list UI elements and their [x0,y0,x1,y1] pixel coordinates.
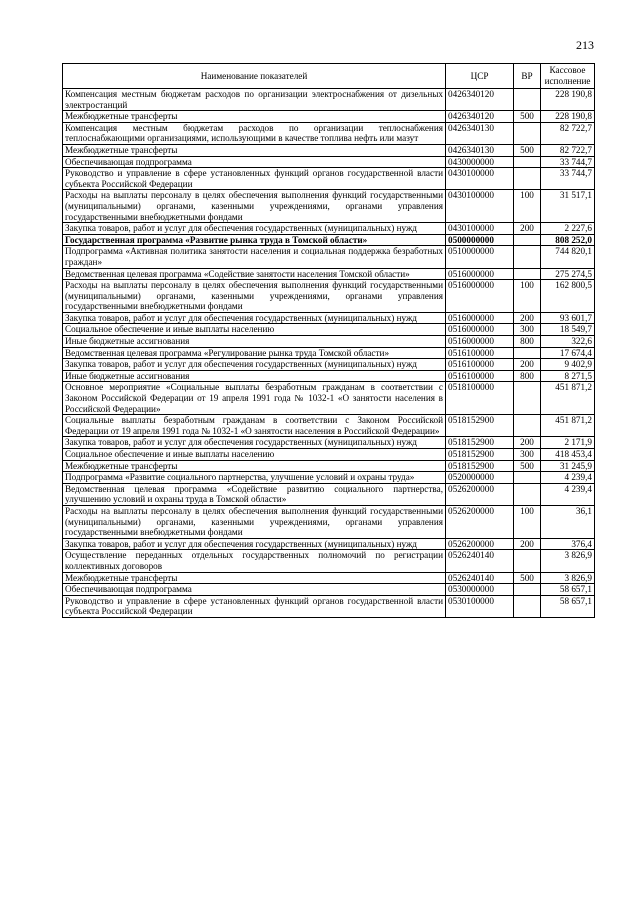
row-vr-cell: 200 [514,437,541,449]
row-amount-cell: 82 722,7 [541,144,595,156]
row-csr-cell: 0530000000 [446,584,514,596]
row-csr-cell: 0518152900 [446,415,514,437]
row-amount-cell: 808 252,0 [541,234,595,246]
row-vr-cell [514,89,541,111]
row-name-cell: Закупка товаров, работ и услуг для обеспечения государственных (муниципальных) нужд [63,312,446,324]
row-vr-cell [514,483,541,505]
row-name-cell: Межбюджетные трансферты [63,460,446,472]
table-row [63,347,595,359]
row-name-cell: Обеспечивающая подпрограмма [63,584,446,596]
row-vr-cell: 200 [514,312,541,324]
row-name-cell: Ведомственная целевая программа «Регулирование рынка труда Томской области» [63,347,446,359]
row-name-cell: Закупка товаров, работ и услуг для обеспечения государственных (муниципальных) нужд [63,538,446,550]
row-csr-cell: 0526200000 [446,505,514,538]
row-vr-cell: 100 [514,505,541,538]
row-csr-cell: 0526240140 [446,572,514,584]
row-vr-cell: 200 [514,538,541,550]
row-amount-cell: 8 271,5 [541,370,595,382]
row-csr-cell: 0500000000 [446,234,514,246]
row-vr-cell: 200 [514,223,541,235]
row-amount-cell: 58 657,1 [541,595,595,617]
table-row [63,122,595,144]
row-vr-cell: 200 [514,359,541,371]
row-name-cell: Руководство и управление в сфере установленных функций органов государственной власти субъекта Российской Федерации [63,168,446,190]
row-vr-cell: 500 [514,572,541,584]
row-csr-cell: 0426340130 [446,122,514,144]
row-name-cell: Ведомственная целевая программа «Содействие занятости населения Томской области» [63,268,446,280]
table-row [63,312,595,324]
row-amount-cell: 744 820,1 [541,246,595,268]
row-name-cell: Основное мероприятие «Социальные выплаты безработным гражданам в соответствии с Законом Российской Федерации от 19 апреля 1991 года № 1032-1 «О занятости населения в Российской Федерации» [63,382,446,415]
header-row [63,64,595,89]
table-row [63,370,595,382]
row-csr-cell: 0518152900 [446,437,514,449]
row-amount-cell: 58 657,1 [541,584,595,596]
row-vr-cell: 500 [514,144,541,156]
row-vr-cell: 300 [514,324,541,336]
row-vr-cell: 800 [514,370,541,382]
row-vr-cell [514,122,541,144]
row-amount-cell: 93 601,7 [541,312,595,324]
row-vr-cell: 300 [514,449,541,461]
table-row [63,89,595,111]
row-name-cell: Иные бюджетные ассигнования [63,336,446,348]
row-name-cell: Межбюджетные трансферты [63,144,446,156]
row-amount-cell: 33 744,7 [541,156,595,168]
table-row [63,111,595,123]
row-csr-cell: 0526200000 [446,483,514,505]
row-name-cell: Социальное обеспечение и иные выплаты населению [63,449,446,461]
table-row [63,144,595,156]
row-vr-cell [514,234,541,246]
row-vr-cell [514,347,541,359]
header-amount: Кассовое исполнение [541,64,595,89]
row-vr-cell: 500 [514,111,541,123]
row-amount-cell: 31 245,9 [541,460,595,472]
row-vr-cell [514,472,541,484]
table-row [63,483,595,505]
row-amount-cell: 18 549,7 [541,324,595,336]
row-vr-cell [514,268,541,280]
table-row [63,246,595,268]
row-amount-cell: 36,1 [541,505,595,538]
row-amount-cell: 4 239,4 [541,483,595,505]
row-amount-cell: 2 171,9 [541,437,595,449]
row-amount-cell: 4 239,4 [541,472,595,484]
row-name-cell: Подпрограмма «Активная политика занятости населения и социальная поддержка безработных граждан» [63,246,446,268]
row-amount-cell: 228 190,8 [541,111,595,123]
row-name-cell: Закупка товаров, работ и услуг для обеспечения государственных (муниципальных) нужд [63,223,446,235]
row-vr-cell [514,584,541,596]
table-row [63,460,595,472]
row-csr-cell: 0516000000 [446,324,514,336]
row-csr-cell: 0518152900 [446,449,514,461]
row-amount-cell: 17 674,4 [541,347,595,359]
row-csr-cell: 0530100000 [446,595,514,617]
table-row [63,382,595,415]
row-vr-cell [514,168,541,190]
row-amount-cell: 3 826,9 [541,550,595,572]
row-csr-cell: 0520000000 [446,472,514,484]
row-amount-cell: 228 190,8 [541,89,595,111]
row-vr-cell [514,246,541,268]
row-amount-cell: 33 744,7 [541,168,595,190]
header-vr: ВР [514,64,541,89]
table-row [63,437,595,449]
row-csr-cell: 0516100000 [446,370,514,382]
row-amount-cell: 2 227,6 [541,223,595,235]
row-csr-cell: 0516100000 [446,347,514,359]
row-amount-cell: 9 402,9 [541,359,595,371]
table-header [63,64,595,89]
row-csr-cell: 0510000000 [446,246,514,268]
row-name-cell: Социальные выплаты безработным гражданам в соответствии с Законом Российской Федерации от 19 апреля 1991 года № 1032-1 «О занятости населения в Российской Федерации» [63,415,446,437]
table-row [63,336,595,348]
row-name-cell: Компенсация местным бюджетам расходов по организации теплоснабжения теплоснабжающими организациями, использующими в качестве топлива нефть или мазут [63,122,446,144]
row-csr-cell: 0430000000 [446,156,514,168]
row-csr-cell: 0426340130 [446,144,514,156]
table-body [63,89,595,618]
table-row [63,268,595,280]
row-csr-cell: 0426340120 [446,89,514,111]
row-amount-cell: 275 274,5 [541,268,595,280]
table-row [63,572,595,584]
header-name: Наименование показателей [63,64,446,89]
table-row [63,449,595,461]
table-row [63,234,595,246]
row-name-cell: Руководство и управление в сфере установленных функций органов государственной власти субъекта Российской Федерации [63,595,446,617]
row-csr-cell: 0430100000 [446,190,514,223]
row-csr-cell: 0426340120 [446,111,514,123]
row-csr-cell: 0430100000 [446,168,514,190]
table-row [63,280,595,313]
table-row [63,538,595,550]
budget-execution-table [62,63,595,618]
row-csr-cell: 0516100000 [446,359,514,371]
table-row [63,415,595,437]
page-number: 213 [576,38,594,52]
row-name-cell: Государственная программа «Развитие рынка труда в Томской области» [63,234,446,246]
table-row [63,359,595,371]
row-amount-cell: 31 517,1 [541,190,595,223]
table-row [63,584,595,596]
row-vr-cell [514,156,541,168]
row-vr-cell: 800 [514,336,541,348]
row-name-cell: Обеспечивающая подпрограмма [63,156,446,168]
table-row [63,324,595,336]
row-amount-cell: 82 722,7 [541,122,595,144]
table-row [63,505,595,538]
row-vr-cell [514,550,541,572]
row-amount-cell: 451 871,2 [541,415,595,437]
row-name-cell: Осуществление переданных отдельных государственных полномочий по регистрации коллективных договоров [63,550,446,572]
row-name-cell: Закупка товаров, работ и услуг для обеспечения государственных (муниципальных) нужд [63,359,446,371]
table-row [63,550,595,572]
row-name-cell: Компенсация местным бюджетам расходов по организации электроснабжения от дизельных электростанций [63,89,446,111]
row-amount-cell: 162 800,5 [541,280,595,313]
row-name-cell: Закупка товаров, работ и услуг для обеспечения государственных (муниципальных) нужд [63,437,446,449]
row-name-cell: Расходы на выплаты персоналу в целях обеспечения выполнения функций государственными (муниципальными) органами, казенными учреждениями, органами управления государственными внебюджетными фондами [63,280,446,313]
table-row [63,168,595,190]
row-csr-cell: 0518100000 [446,382,514,415]
row-csr-cell: 0516000000 [446,312,514,324]
row-name-cell: Расходы на выплаты персоналу в целях обеспечения выполнения функций государственными (муниципальными) органами, казенными учреждениями, органами управления государственными внебюджетными фондами [63,505,446,538]
table-row [63,223,595,235]
row-amount-cell: 451 871,2 [541,382,595,415]
row-vr-cell: 100 [514,190,541,223]
row-vr-cell [514,595,541,617]
row-csr-cell: 0430100000 [446,223,514,235]
row-csr-cell: 0516000000 [446,336,514,348]
row-name-cell: Расходы на выплаты персоналу в целях обеспечения выполнения функций государственными (муниципальными) органами, казенными учреждениями, органами управления государственными внебюджетными фондами [63,190,446,223]
row-vr-cell: 100 [514,280,541,313]
table-row [63,156,595,168]
row-csr-cell: 0526200000 [446,538,514,550]
table-row [63,190,595,223]
row-vr-cell [514,415,541,437]
row-name-cell: Подпрограмма «Развитие социального партнерства, улучшение условий и охраны труда» [63,472,446,484]
row-amount-cell: 376,4 [541,538,595,550]
row-amount-cell: 322,6 [541,336,595,348]
table-row [63,472,595,484]
row-amount-cell: 418 453,4 [541,449,595,461]
row-name-cell: Ведомственная целевая программа «Содействие развитию социального партнерства, улучшению условий и охраны труда в Томской области» [63,483,446,505]
row-vr-cell [514,382,541,415]
row-name-cell: Межбюджетные трансферты [63,111,446,123]
row-csr-cell: 0516000000 [446,280,514,313]
row-name-cell: Межбюджетные трансферты [63,572,446,584]
row-vr-cell: 500 [514,460,541,472]
row-name-cell: Иные бюджетные ассигнования [63,370,446,382]
row-name-cell: Социальное обеспечение и иные выплаты населению [63,324,446,336]
row-csr-cell: 0526240140 [446,550,514,572]
table-row [63,595,595,617]
row-amount-cell: 3 826,9 [541,572,595,584]
header-csr: ЦСР [446,64,514,89]
row-csr-cell: 0516000000 [446,268,514,280]
row-csr-cell: 0518152900 [446,460,514,472]
